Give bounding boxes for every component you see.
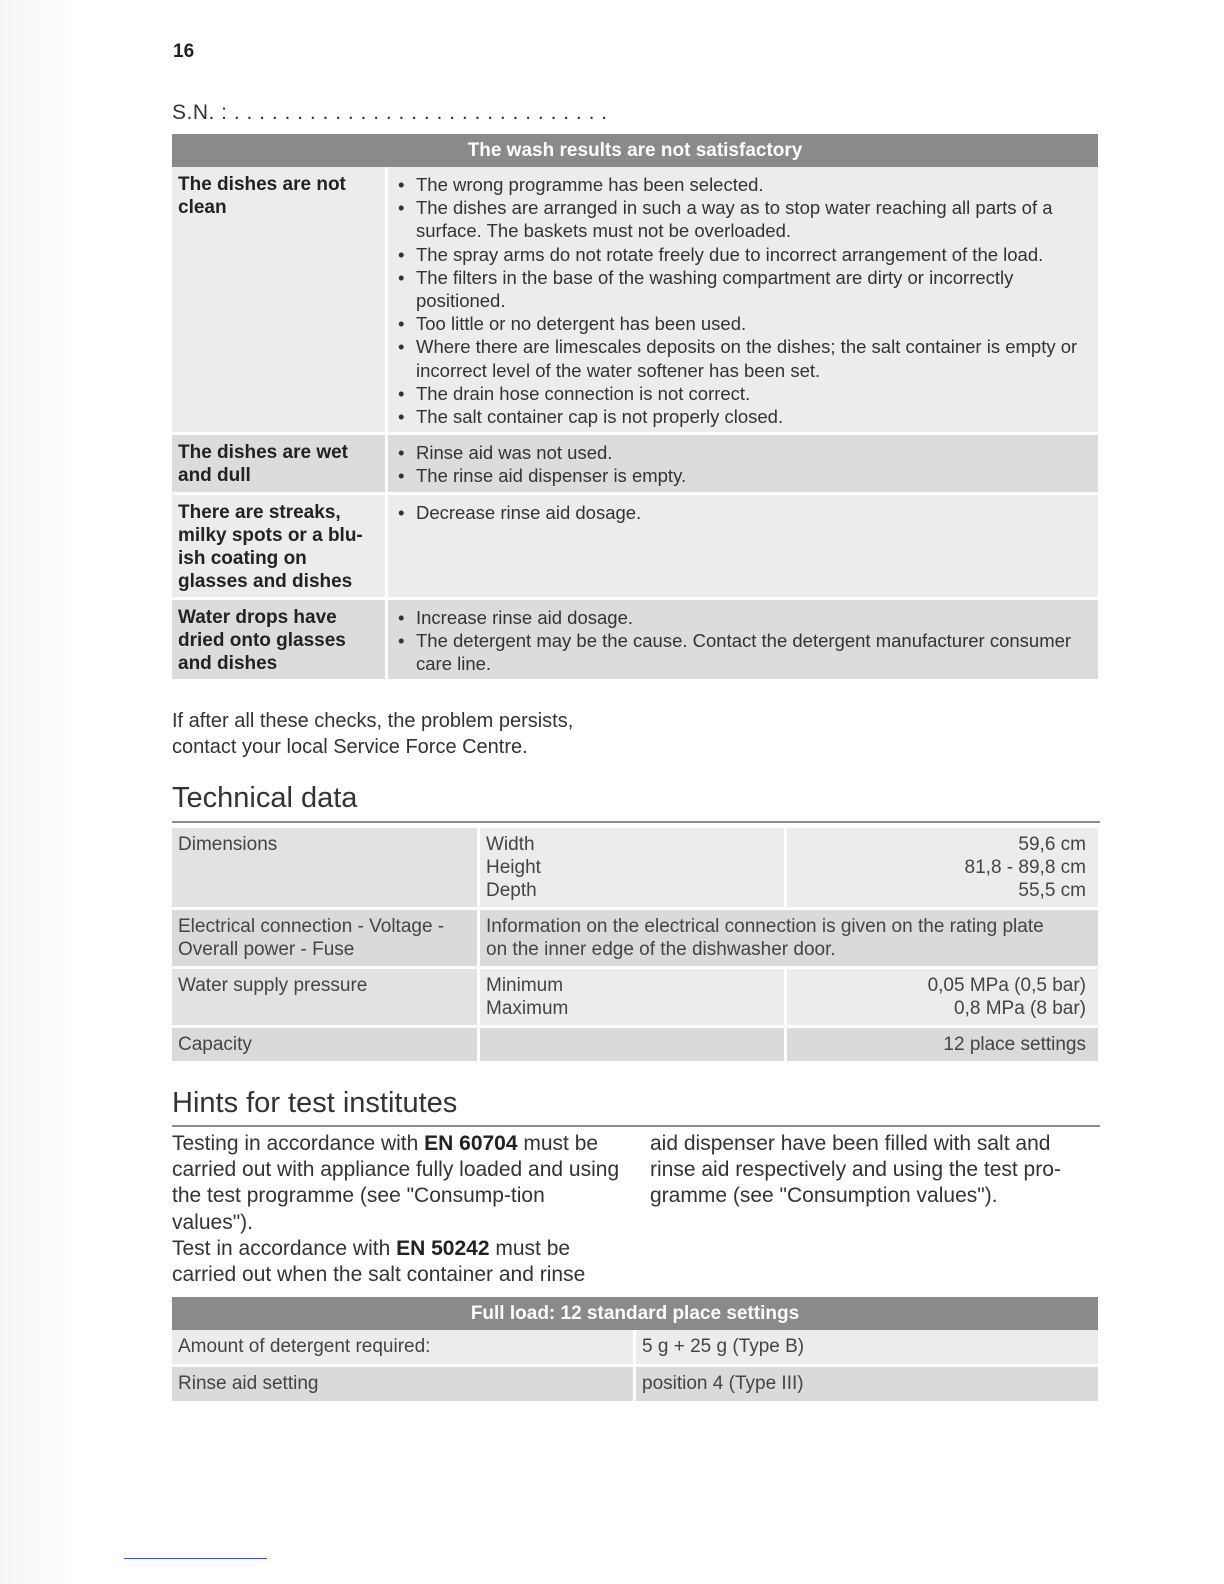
list-item: • The dishes are arranged in such a way as to stop water reaching all parts of a surface. The baskets must not be overloaded. xyxy=(396,196,1086,242)
table-row xyxy=(172,828,1098,907)
table-row xyxy=(172,1025,1098,1061)
list-item: • Decrease rinse aid dosage. xyxy=(396,501,1086,524)
list-item: • The spray arms do not rotate freely due to incorrect arrangement of the load. xyxy=(396,243,1086,266)
section-divider xyxy=(172,1125,1100,1127)
list-item: • Where there are limescales deposits on the dishes; the salt container is empty or incorrect level of the water softener has been set. xyxy=(396,335,1086,381)
standard-code: EN 50242 xyxy=(396,1236,490,1260)
electrical-label xyxy=(172,910,480,966)
table-row xyxy=(172,1330,1098,1364)
height-label: Height xyxy=(486,857,541,878)
table-row xyxy=(172,966,1098,1025)
detergent-label: Amount of detergent required: xyxy=(172,1330,636,1364)
pressure-values xyxy=(787,969,1098,1025)
list-item: • Rinse aid was not used. xyxy=(396,441,1086,464)
full-load-table xyxy=(172,1297,1098,1401)
service-note-line: contact your local Service Force Centre. xyxy=(172,736,528,758)
table-row xyxy=(172,167,1098,432)
maximum-label: Maximum xyxy=(486,998,569,1019)
rinse-aid-label: Rinse aid setting xyxy=(172,1367,636,1401)
remedy-list xyxy=(396,173,1086,428)
electrical-label-line: Electrical connection - Voltage - xyxy=(178,916,445,937)
section-title-hints: Hints for test institutes xyxy=(172,1087,458,1119)
section-title-technical: Technical data xyxy=(172,782,358,814)
problem-label: The dishes are not clean xyxy=(172,167,388,432)
remedy-list-cell xyxy=(388,435,1098,491)
service-note-line: If after all these checks, the problem persists, xyxy=(172,710,574,732)
dimensions-label: Dimensions xyxy=(172,828,480,907)
problem-label: Water drops have dried onto glasses and dishes xyxy=(172,600,388,680)
width-value: 59,6 cm xyxy=(1018,834,1086,855)
standard-code: EN 60704 xyxy=(424,1132,518,1155)
minimum-value: 0,05 MPa (0,5 bar) xyxy=(927,975,1086,996)
list-item: • The drain hose connection is not correct. xyxy=(396,382,1086,405)
hints-text-run: Test in accordance with xyxy=(172,1236,397,1260)
serial-number-field: S.N. : . . . . . . . . . . . . . . . . . . . . . . . . . . . . . . xyxy=(172,101,608,124)
hints-text xyxy=(172,1131,1100,1288)
table-row xyxy=(172,597,1098,680)
hints-text-run: must be carried out with appliance fully loaded and using the test programme (see "Consump-tion values"). xyxy=(172,1132,620,1234)
rinse-aid-value: position 4 (Type III) xyxy=(636,1367,1098,1401)
troubleshooting-table xyxy=(172,134,1098,679)
remedy-list-cell xyxy=(388,167,1098,432)
table-row xyxy=(172,492,1098,597)
detergent-value: 5 g + 25 g (Type B) xyxy=(636,1330,1098,1364)
list-item: • The filters in the base of the washing compartment are dirty or incorrectly positioned. xyxy=(396,266,1086,312)
footer-link-underline xyxy=(124,1558,267,1559)
troubleshooting-header: The wash results are not satisfactory xyxy=(172,134,1098,167)
problem-label: There are streaks, milky spots or a blu-ish coating on glasses and dishes xyxy=(172,495,388,597)
minimum-label: Minimum xyxy=(486,975,564,996)
width-label: Width xyxy=(486,834,535,855)
list-item: • The rinse aid dispenser is empty. xyxy=(396,464,1086,487)
depth-value: 55,5 cm xyxy=(1018,880,1086,901)
hints-column-right: aid dispenser have been filled with salt and rinse aid respectively and using the test pro-gramme (see "Consumption values"). xyxy=(650,1132,1061,1208)
section-divider xyxy=(172,821,1100,823)
capacity-empty-cell xyxy=(480,1028,787,1061)
hints-column-left xyxy=(172,1131,622,1288)
remedy-list xyxy=(396,441,1086,487)
hints-text-run: must be carried out when the salt container and rinse xyxy=(172,1236,586,1287)
list-item: • Increase rinse aid dosage. xyxy=(396,606,1086,629)
technical-data-table xyxy=(172,828,1098,1061)
table-row xyxy=(172,432,1098,491)
pressure-label: Water supply pressure xyxy=(172,969,480,1025)
capacity-value: 12 place settings xyxy=(787,1028,1098,1061)
capacity-label: Capacity xyxy=(172,1028,480,1061)
remedy-list-cell xyxy=(388,600,1098,680)
dimensions-sublabels xyxy=(480,828,787,907)
dimensions-values xyxy=(787,828,1098,907)
list-item: • The wrong programme has been selected. xyxy=(396,173,1086,196)
page-number: 16 xyxy=(173,41,195,62)
full-load-header: Full load: 12 standard place settings xyxy=(172,1297,1098,1330)
remedy-list xyxy=(396,501,1086,524)
table-row xyxy=(172,1364,1098,1401)
electrical-value-line: Information on the electrical connection is given on the rating plate xyxy=(486,916,1044,937)
pressure-sublabels xyxy=(480,969,787,1025)
electrical-value xyxy=(480,910,1098,966)
list-item: • Too little or no detergent has been used. xyxy=(396,312,1086,335)
service-note xyxy=(172,708,573,760)
depth-label: Depth xyxy=(486,880,537,901)
electrical-label-line: Overall power - Fuse xyxy=(178,939,355,960)
table-row xyxy=(172,907,1098,966)
page-margin-shadow xyxy=(0,0,80,1584)
hints-text-run: Testing in accordance with xyxy=(172,1132,425,1155)
maximum-value: 0,8 MPa (8 bar) xyxy=(954,998,1086,1019)
electrical-value-line: on the inner edge of the dishwasher door. xyxy=(486,939,836,960)
list-item: • The detergent may be the cause. Contact the detergent manufacturer consumer care line. xyxy=(396,629,1086,675)
height-value: 81,8 - 89,8 cm xyxy=(964,857,1086,878)
list-item: • The salt container cap is not properly closed. xyxy=(396,405,1086,428)
remedy-list xyxy=(396,606,1086,676)
remedy-list-cell xyxy=(388,495,1098,597)
problem-label: The dishes are wet and dull xyxy=(172,435,388,491)
